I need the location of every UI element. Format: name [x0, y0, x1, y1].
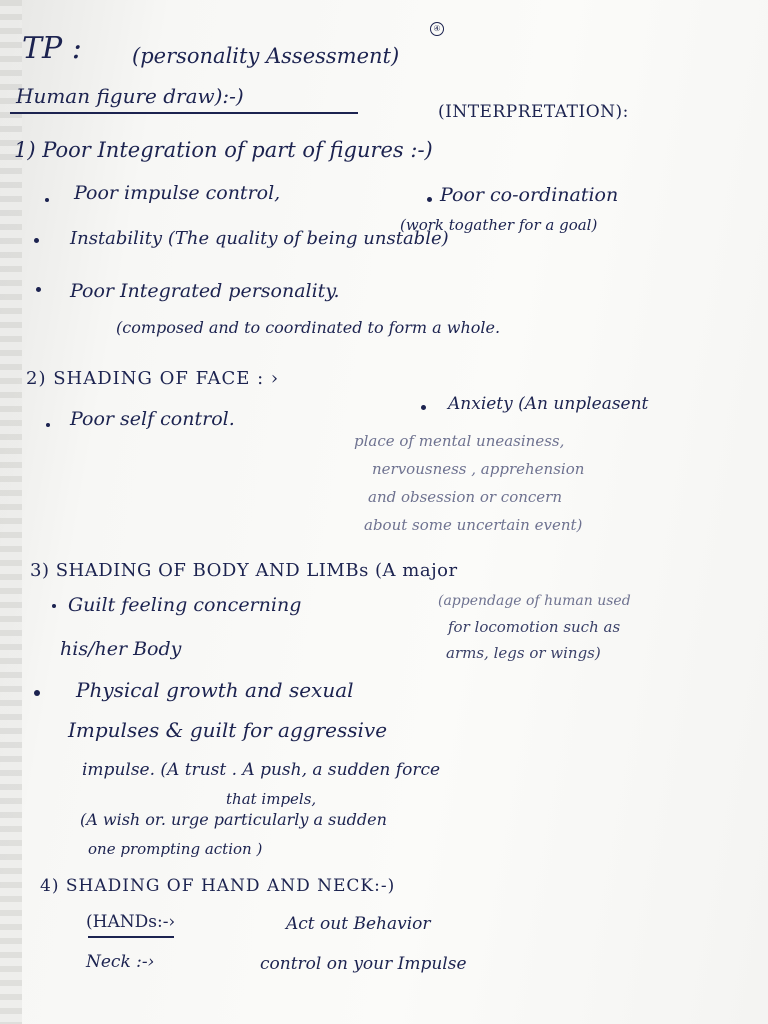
s1-item-3: Instability (The quality of being unstable) — [70, 228, 449, 249]
bullet — [46, 423, 50, 427]
s3-item-1-cont: his/her Body — [60, 638, 182, 660]
page-number: ④ — [430, 22, 444, 36]
s4-neck-text: control on your Impulse — [260, 954, 467, 974]
s3-note-3: arms, legs or wings) — [446, 644, 601, 662]
hands-underline — [88, 936, 174, 938]
s1-item-2-note: (work togather for a goal) — [400, 216, 598, 234]
s2-item-2: Anxiety (An unpleasent — [448, 394, 649, 414]
s1-item-2: Poor co-ordination — [440, 184, 619, 206]
header-subtitle-text: Human figure draw):-) — [16, 84, 244, 108]
s4-hands-label: (HANDs:-› — [86, 912, 176, 932]
s3-item-2-cont3: that impels, — [226, 790, 317, 808]
s3-item-2-cont2: impulse. (A trust . A push, a sudden force — [82, 760, 441, 780]
header-abbr: TP : — [22, 31, 82, 66]
s2-note-2: nervousness , apprehension — [372, 460, 585, 478]
s3-item-2-cont5: one prompting action ) — [88, 840, 263, 858]
bullet — [36, 287, 41, 292]
s2-note-4: about some uncertain event) — [364, 516, 583, 534]
header-underline — [10, 112, 358, 114]
section-1-heading: 1) Poor Integration of part of figures :-) — [14, 138, 433, 162]
bullet — [421, 405, 426, 410]
s3-item-1: Guilt feeling concerning — [68, 594, 302, 616]
s3-item-2-cont4: (A wish or. urge particularly a sudden — [80, 810, 387, 829]
s4-neck-label: Neck :-› — [86, 952, 155, 972]
section-3-heading: 3) SHADING OF BODY AND LIMBs (A major — [30, 560, 458, 581]
s3-note-1: (appendage of human used — [438, 593, 631, 609]
section-2-heading: 2) SHADING OF FACE : › — [26, 368, 280, 389]
s3-note-2: for locomotion such as — [448, 618, 621, 636]
bullet — [34, 238, 39, 243]
s1-item-1: Poor impulse control, — [74, 182, 281, 204]
bullet — [427, 197, 432, 202]
s2-item-1: Poor self control. — [70, 408, 235, 430]
s2-note-1: place of mental uneasiness, — [354, 432, 565, 450]
bullet — [52, 604, 56, 608]
bullet — [34, 690, 40, 696]
s3-item-2-cont: Impulses & guilt for aggressive — [68, 718, 388, 742]
s3-item-2: Physical growth and sexual — [76, 678, 354, 702]
s1-item-4-note: (composed and to coordinated to form a whole. — [116, 318, 501, 337]
section-4-heading: 4) SHADING OF HAND AND NECK:-) — [40, 876, 396, 896]
header-topic: (personality Assessment) — [132, 44, 400, 68]
bullet — [45, 198, 49, 202]
s1-item-4: Poor Integrated personality. — [70, 280, 340, 302]
s2-note-3: and obsession or concern — [368, 488, 563, 506]
s4-hands-text: Act out Behavior — [286, 914, 431, 934]
header-interpretation: (INTERPRETATION): — [438, 102, 629, 122]
